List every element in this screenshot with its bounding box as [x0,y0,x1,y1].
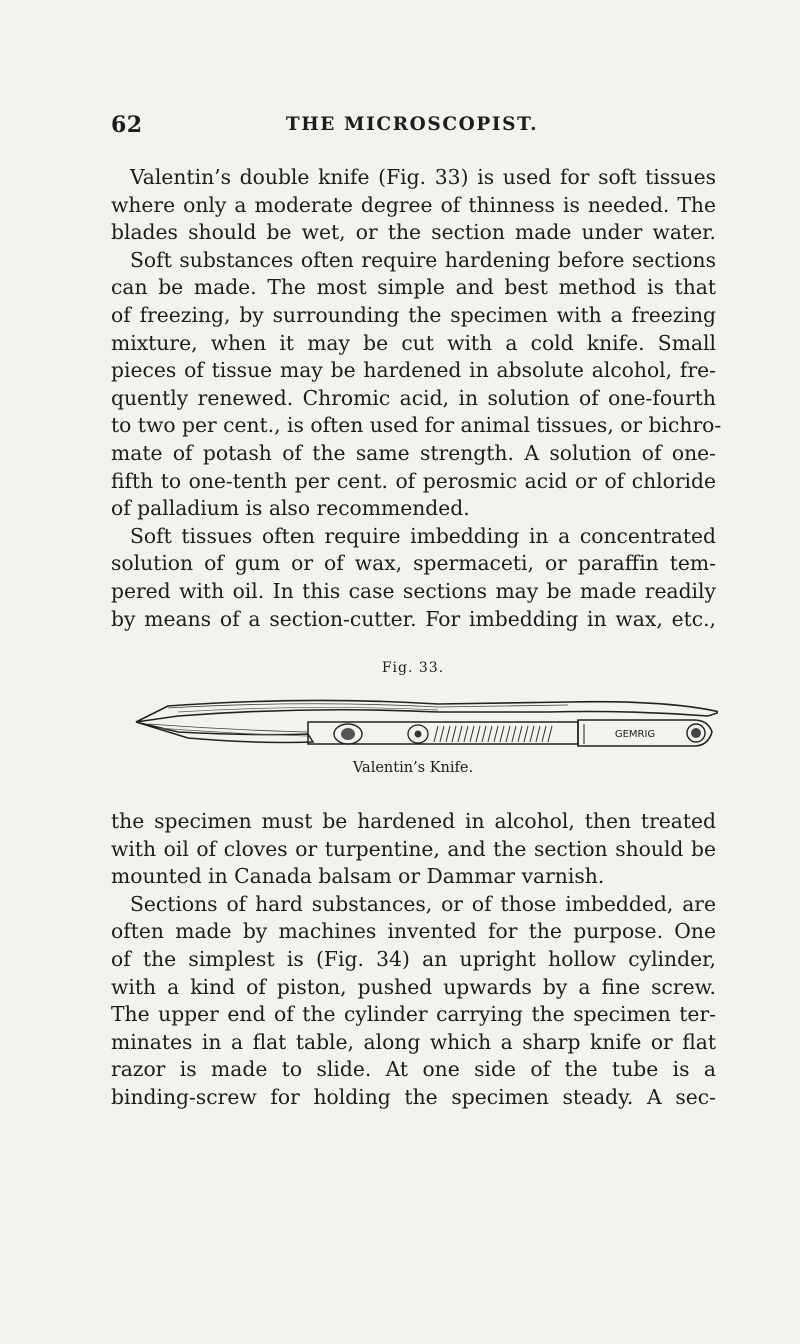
text-line: to two per cent., is often used for animal tissues, or bichro- [111,413,722,438]
text-line: by means of a section-cutter. For imbedding in wax, etc., [111,606,716,631]
text-line: blades should be wet, or the section made under water. [111,220,716,245]
text-line: with a kind of piston, pushed upwards by a fine screw. [111,974,716,999]
text-line: Sections of hard substances, or of those imbedded, are [130,891,716,916]
page-number: 62 [111,112,143,138]
text-line: pered with oil. In this case sections may be made readily [111,578,716,603]
text-line: quently renewed. Chromic acid, in solution of one-fourth [111,385,716,410]
text-line: with oil of cloves or turpentine, and the section should be [111,836,716,861]
text-line: mixture, when it may be cut with a cold knife. Small [111,330,716,355]
page-header [111,112,713,142]
text-line: of the simplest is (Fig. 34) an upright hollow cylinder, [111,946,716,971]
text-line: mate of potash of the same strength. A solution of one- [111,440,716,465]
text-line: of palladium is also recommended. [111,496,470,521]
text-line: Soft tissues often require imbedding in a concentrated [130,523,716,548]
text-line: mounted in Canada balsam or Dammar varnish. [111,864,605,889]
text-line: fifth to one-tenth per cent. of perosmic acid or of chloride [111,468,716,493]
figure-label: Fig. 33. [381,660,445,676]
handle-maker-mark: GEMRIG [614,729,656,740]
text-line: solution of gum or of wax, spermaceti, or paraffin tem- [111,551,716,576]
text-line: where only a moderate degree of thinness is needed. The [111,192,716,217]
valentin-knife-illustration [108,682,718,758]
text-line: the specimen must be hardened in alcohol, then treated [111,809,716,833]
text-line: Soft substances often require hardening before sections [130,247,716,272]
text-line: Valentin’s double knife (Fig. 33) is used for soft tissues [130,165,716,189]
text-line: can be made. The most simple and best method is that [111,275,716,300]
text-line: razor is made to slide. At one side of the tube is a [111,1057,716,1082]
text-line: of freezing, by surrounding the specimen with a freezing [111,302,716,327]
text-line: The upper end of the cylinder carrying the specimen ter- [111,1002,716,1027]
text-line: often made by machines invented for the purpose. One [111,919,716,944]
text-line: binding-screw for holding the specimen steady. A sec- [111,1084,716,1109]
text-block-after-figure [111,808,716,1112]
text-line: minates in a flat table, along which a sharp knife or flat [111,1029,716,1054]
running-head: THE MICROSCOPIST. [285,114,539,135]
text-line: pieces of tissue may be hardened in absolute alcohol, fre- [111,358,716,383]
text-block-before-figure [111,164,722,633]
figure-33 [108,660,718,780]
figure-caption: Valentin’s Knife. [352,760,474,776]
